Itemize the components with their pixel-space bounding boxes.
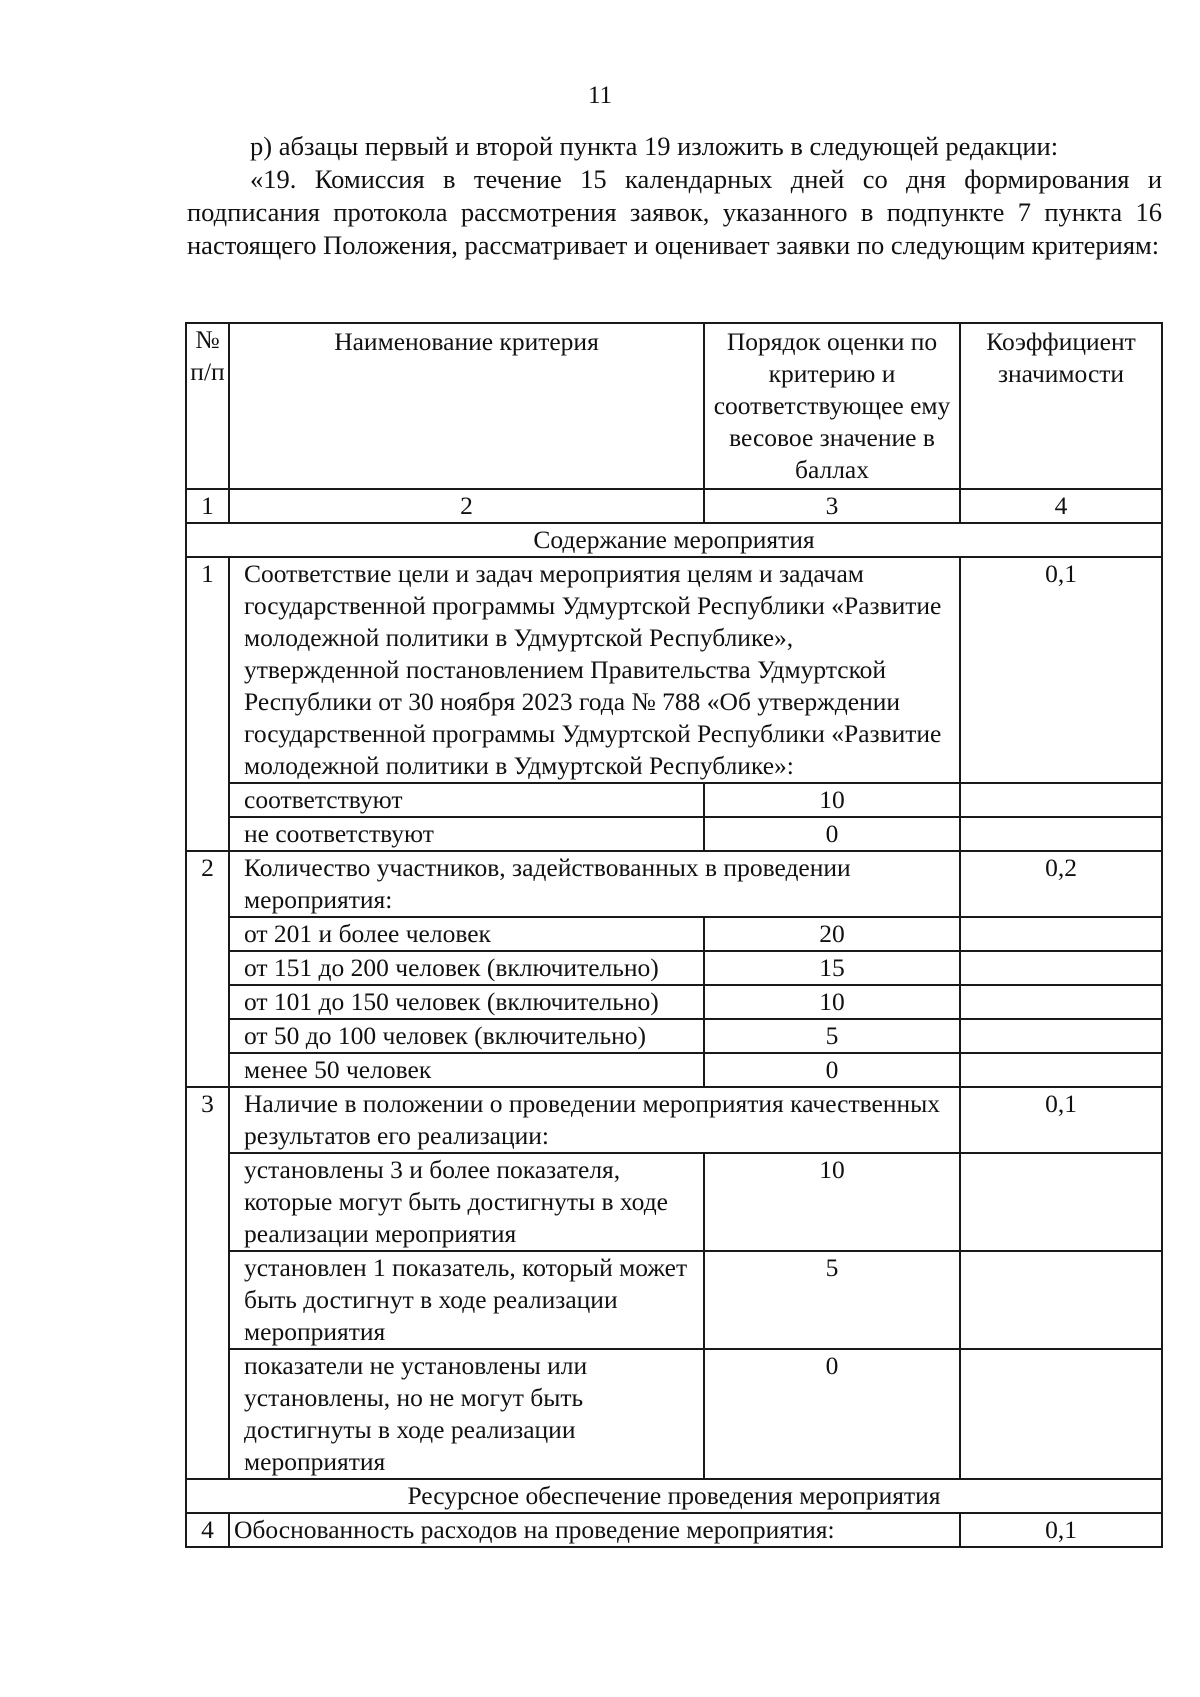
criterion-number: 1 (186, 557, 229, 851)
empty-cell (960, 817, 1162, 851)
criterion-number: 2 (186, 851, 229, 1087)
criterion-coef: 0,1 (960, 1087, 1162, 1153)
option-label: от 151 до 200 человек (включительно) (229, 951, 704, 985)
criterion-coef: 0,1 (960, 557, 1162, 783)
header-num: № п/п (186, 323, 229, 489)
table-row (186, 1019, 1162, 1053)
table-row (186, 1513, 1162, 1547)
option-label: от 50 до 100 человек (включительно) (229, 1019, 704, 1053)
option-score: 0 (704, 1053, 960, 1087)
table-row (186, 951, 1162, 985)
option-score: 10 (704, 1153, 960, 1251)
page-number: 11 (587, 82, 613, 109)
table-row (186, 917, 1162, 951)
option-score: 15 (704, 951, 960, 985)
header-coef: Коэффициент значимости (960, 323, 1162, 489)
option-label: менее 50 человек (229, 1053, 704, 1087)
column-number: 3 (704, 489, 960, 523)
column-number-row (186, 489, 1162, 523)
option-label: установлен 1 показатель, который может быть достигнут в ходе реализации мероприятия (229, 1251, 704, 1349)
empty-cell (960, 951, 1162, 985)
criterion-text: Соответствие цели и задач мероприятия целям и задачам государственной программы Удмуртской Республики «Развитие молодежной политики в Удмуртской Республике», утвержденной постановлением Правительства Удмуртской Республики от 30 ноября 2023 года № 788 «Об утверждении государственной программы Удмуртской Республики «Развитие молодежной политики в Удмуртской Республике»: (229, 557, 960, 783)
criteria-table (185, 322, 1163, 1548)
column-number: 2 (229, 489, 704, 523)
empty-cell (960, 783, 1162, 817)
criterion-coef: 0,1 (960, 1513, 1162, 1547)
criterion-text: Наличие в положении о проведении мероприятия качественных результатов его реализации: (229, 1087, 960, 1153)
empty-cell (960, 985, 1162, 1019)
option-score: 0 (704, 1349, 960, 1479)
criterion-number: 3 (186, 1087, 229, 1479)
table-row (186, 1087, 1162, 1153)
section-row (186, 523, 1162, 557)
option-label: от 101 до 150 человек (включительно) (229, 985, 704, 1019)
intro-text (187, 130, 1162, 262)
option-label: от 201 и более человек (229, 917, 704, 951)
table-row (186, 1153, 1162, 1251)
section-title: Ресурсное обеспечение проведения мероприятия (186, 1479, 1162, 1513)
column-number: 4 (960, 489, 1162, 523)
option-score: 10 (704, 783, 960, 817)
option-label: соответствуют (229, 783, 704, 817)
column-number: 1 (186, 489, 229, 523)
table-header-row (186, 323, 1162, 489)
table-row (186, 557, 1162, 783)
option-score: 20 (704, 917, 960, 951)
table-row (186, 1053, 1162, 1087)
table-row (186, 817, 1162, 851)
section-row (186, 1479, 1162, 1513)
section-title: Содержание мероприятия (186, 523, 1162, 557)
option-label: установлены 3 и более показателя, которые могут быть достигнуты в ходе реализации мероприятия (229, 1153, 704, 1251)
intro-paragraph: «19. Комиссия в течение 15 календарных дней со дня формирования и подписания протокола рассмотрения заявок, указанного в подпункте 7 пункта 16 настоящего Положения, рассматривает и оценивает заявки по следующим критериям: (187, 164, 1162, 260)
option-score: 5 (704, 1019, 960, 1053)
empty-cell (960, 1251, 1162, 1349)
table-row (186, 1349, 1162, 1479)
intro-line: р) абзацы первый и второй пункта 19 изложить в следующей редакции: (250, 131, 1059, 161)
criterion-number: 4 (186, 1513, 229, 1547)
criterion-text: Количество участников, задействованных в проведении мероприятия: (229, 851, 960, 917)
option-label: показатели не установлены или установлены, но не могут быть достигнуты в ходе реализации мероприятия (229, 1349, 704, 1479)
table-row (186, 1251, 1162, 1349)
option-score: 10 (704, 985, 960, 1019)
table-row (186, 985, 1162, 1019)
criterion-coef: 0,2 (960, 851, 1162, 917)
empty-cell (960, 1349, 1162, 1479)
empty-cell (960, 1053, 1162, 1087)
option-score: 0 (704, 817, 960, 851)
header-name: Наименование критерия (229, 323, 704, 489)
option-label: не соответствуют (229, 817, 704, 851)
option-score: 5 (704, 1251, 960, 1349)
empty-cell (960, 917, 1162, 951)
table-row (186, 783, 1162, 817)
header-order: Порядок оценки по критерию и соответствующее ему весовое значение в баллах (704, 323, 960, 489)
empty-cell (960, 1153, 1162, 1251)
table-row (186, 851, 1162, 917)
criterion-text: Обоснованность расходов на проведение мероприятия: (229, 1513, 960, 1547)
empty-cell (960, 1019, 1162, 1053)
